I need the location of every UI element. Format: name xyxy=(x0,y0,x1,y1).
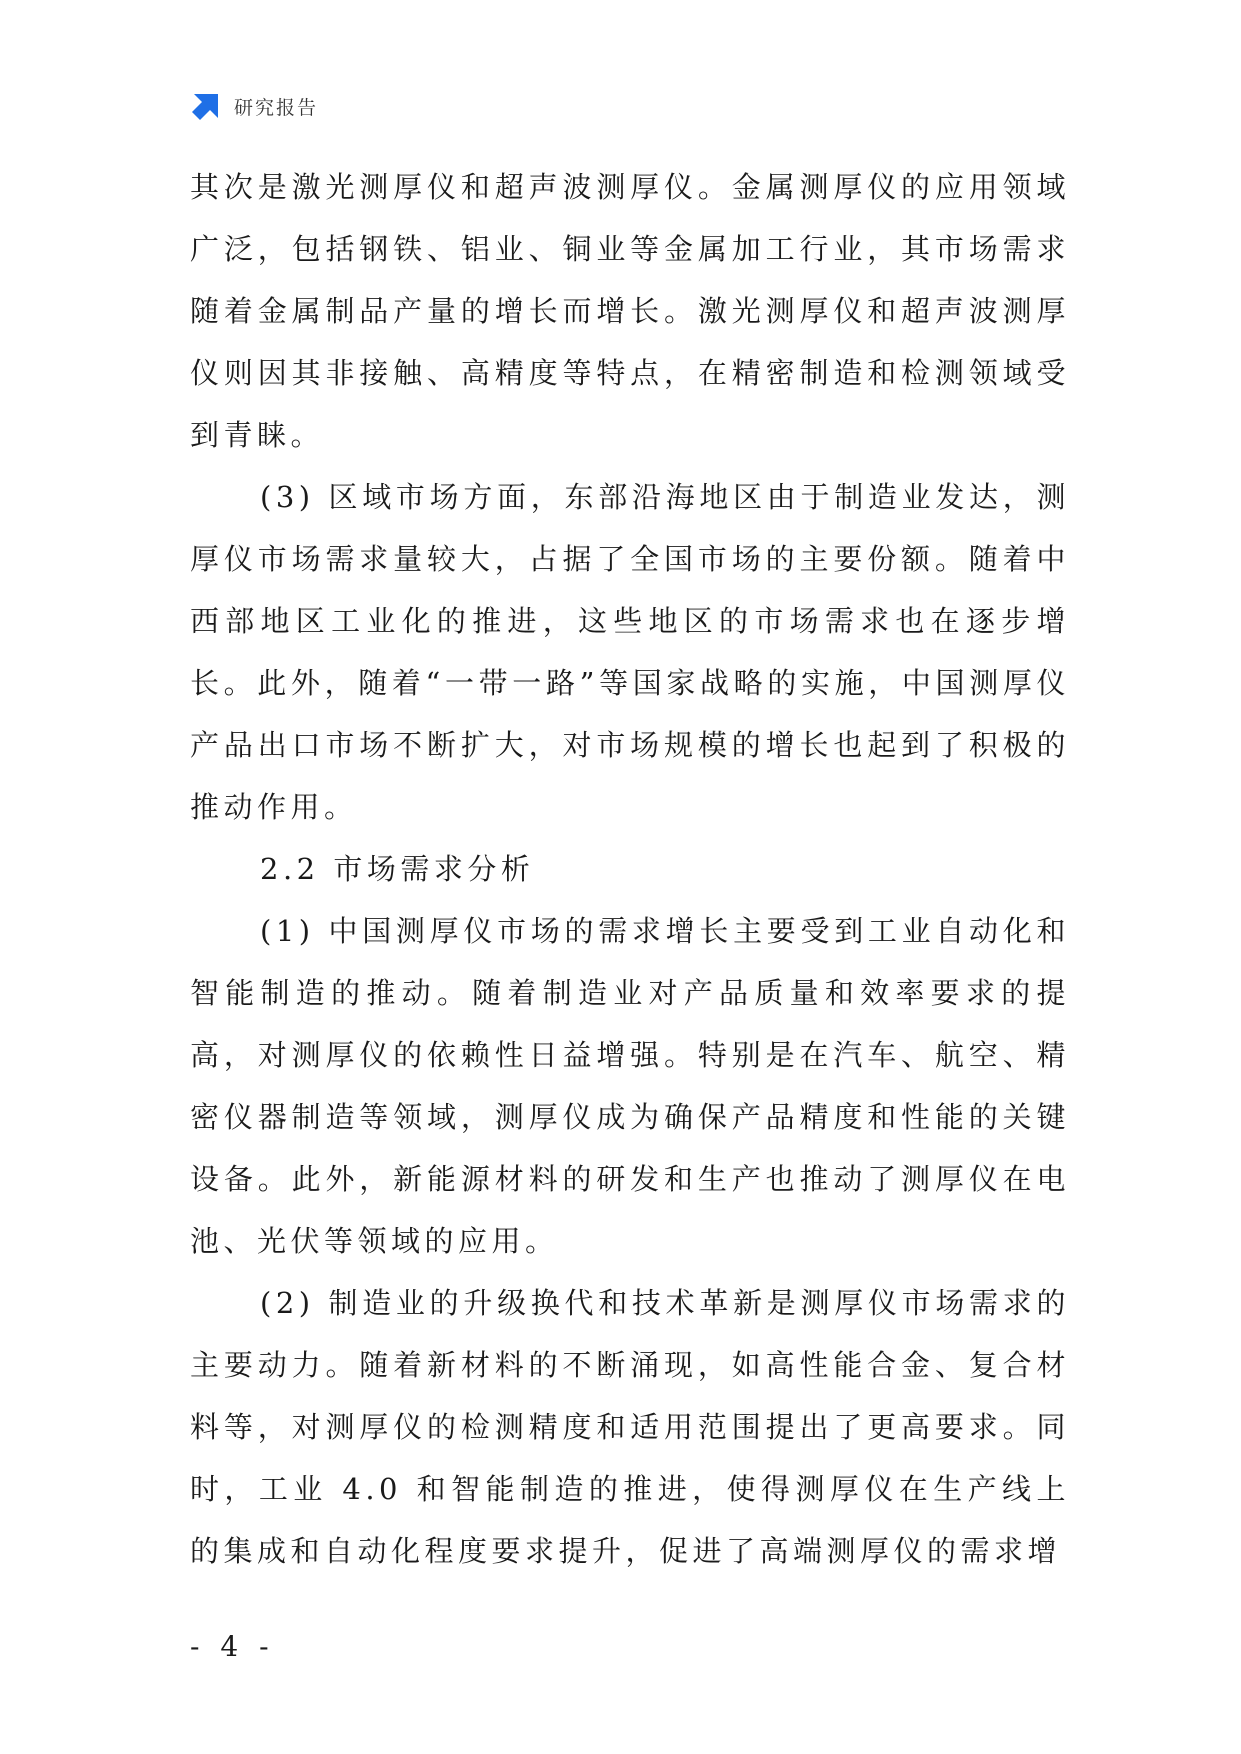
paragraph-regional-market: (3) 区域市场方面，东部沿海地区由于制造业发达，测厚仪市场需求量较大，占据了全国市场的主要份额。随着中西部地区工业化的推进，这些地区的市场需求也在逐步增长。此外，随着“一带一路”等国家战略的实施，中国测厚仪产品出口市场不断扩大，对市场规模的增长也起到了积极的推动作用。 xyxy=(190,480,1070,824)
section-heading: 2.2 市场需求分析 xyxy=(260,852,535,886)
arrow-up-right-icon xyxy=(190,90,222,122)
paragraph-demand-2: (2) 制造业的升级换代和技术革新是测厚仪市场需求的主要动力。随着新材料的不断涌现，如高性能合金、复合材料等，对测厚仪的检测精度和适用范围提出了更高要求。同时，工业 4.0 和智能制造的推进，使得测厚仪在生产线上的集成和自动化程度要求提升，促进了高端测厚仪的需求增 xyxy=(190,1286,1070,1568)
report-title: 研究报告 xyxy=(234,96,319,119)
page-number: - 4 - xyxy=(190,1630,275,1663)
document-body xyxy=(190,156,1070,1582)
page-header xyxy=(190,90,318,122)
paragraph-continued: 其次是激光测厚仪和超声波测厚仪。金属测厚仪的应用领域广泛，包括钢铁、铝业、铜业等金属加工行业，其市场需求随着金属制品产量的增长而增长。激光测厚仪和超声波测厚仪则因其非接触、高精度等特点，在精密制造和检测领域受到青睐。 xyxy=(190,170,1070,452)
paragraph-demand-1: (1) 中国测厚仪市场的需求增长主要受到工业自动化和智能制造的推动。随着制造业对产品质量和效率要求的提高，对测厚仪的依赖性日益增强。特别是在汽车、航空、精密仪器制造等领域，测厚仪成为确保产品精度和性能的关键设备。此外，新能源材料的研发和生产也推动了测厚仪在电池、光伏等领域的应用。 xyxy=(190,914,1070,1258)
